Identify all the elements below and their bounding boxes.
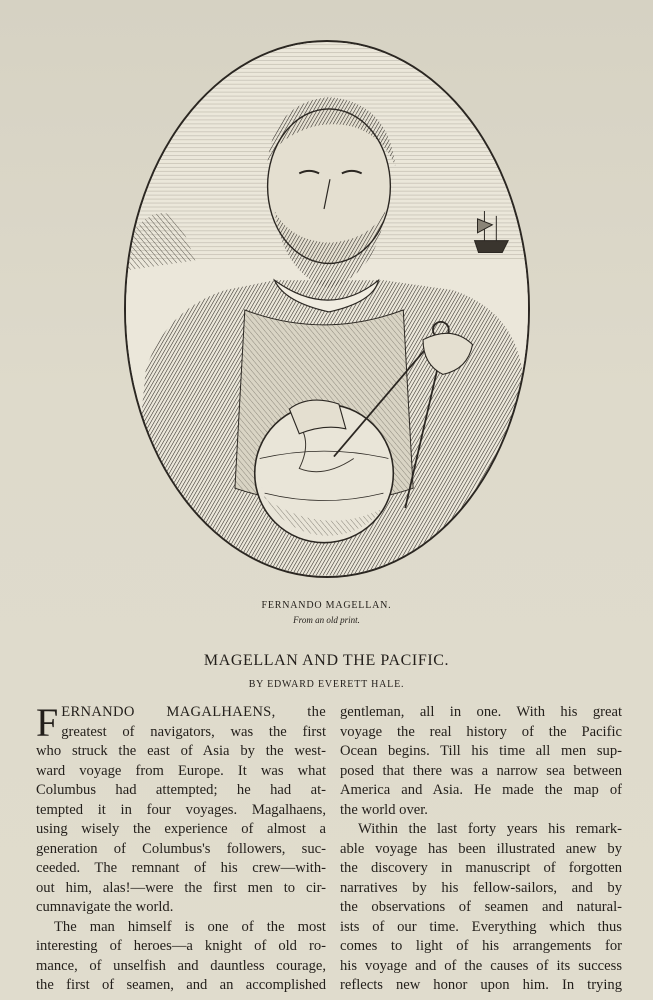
text-line: ERNANDO MAGALHAENS, the xyxy=(61,704,326,720)
text-line: posed that there was a narrow sea between xyxy=(340,762,622,779)
text-line: America and Asia. He made the map of xyxy=(340,782,622,798)
text-line: The man himself is one of the most xyxy=(54,918,326,935)
text-line: reflects new honor upon him. In trying xyxy=(340,977,622,993)
text-line: greatest of navigators, was the first xyxy=(61,723,326,740)
article-byline: BY EDWARD EVERETT HALE. xyxy=(248,679,405,690)
illustration-source: From an old print. xyxy=(293,615,360,625)
text-line: using wisely the experience of almost a xyxy=(36,821,326,837)
article-title: MAGELLAN AND THE PACIFIC. xyxy=(203,652,450,669)
text-line: ists of our time. Everything which thus xyxy=(340,918,622,935)
text-line: able voyage has been illustrated anew by xyxy=(340,840,622,857)
text-line: tempted it in four voyages. Magalhaens, xyxy=(36,801,326,818)
text-line: mance, of unselfish and dauntless courage, xyxy=(36,957,326,974)
text-line: gentleman, all in one. With his great xyxy=(340,704,622,720)
text-line: out him, alas!—were the first men to cir- xyxy=(36,879,326,896)
text-line: Within the last forty years his remark- xyxy=(358,821,622,837)
text-line: comes to light of his arrangements for xyxy=(340,938,622,954)
text-line: the world over. xyxy=(340,801,428,818)
text-column-left xyxy=(36,700,326,996)
text-line: the first of seamen, and an accomplished xyxy=(36,977,326,993)
text-line: ward voyage from Europe. It was what xyxy=(36,762,326,779)
text-line: his voyage and of the causes of its success xyxy=(340,957,622,974)
text-line: cumnavigate the world. xyxy=(36,899,174,915)
text-line: the observations of seamen and natural- xyxy=(340,899,622,915)
text-line: voyage the real history of the Pacific xyxy=(340,723,622,740)
text-column-right xyxy=(340,703,622,996)
text-line: generation of Columbus's followers, suc- xyxy=(36,840,326,857)
text-line: interesting of heroes—a knight of old ro- xyxy=(36,938,326,954)
portrait-engraving xyxy=(124,40,530,578)
text-line: narratives by his fellow-sailors, and by xyxy=(340,879,622,896)
text-line: ceeded. The remnant of his crew—with- xyxy=(36,860,326,876)
text-line: the discovery in manuscript of forgotten xyxy=(340,860,622,876)
drop-cap: F xyxy=(36,700,59,745)
text-line: Columbus had attempted; he had at- xyxy=(36,782,326,798)
illustration-caption: FERNANDO MAGELLAN. xyxy=(261,600,392,611)
text-line: Ocean begins. Till his time all men sup- xyxy=(340,743,622,759)
text-line: who struck the east of Asia by the west- xyxy=(36,743,326,759)
